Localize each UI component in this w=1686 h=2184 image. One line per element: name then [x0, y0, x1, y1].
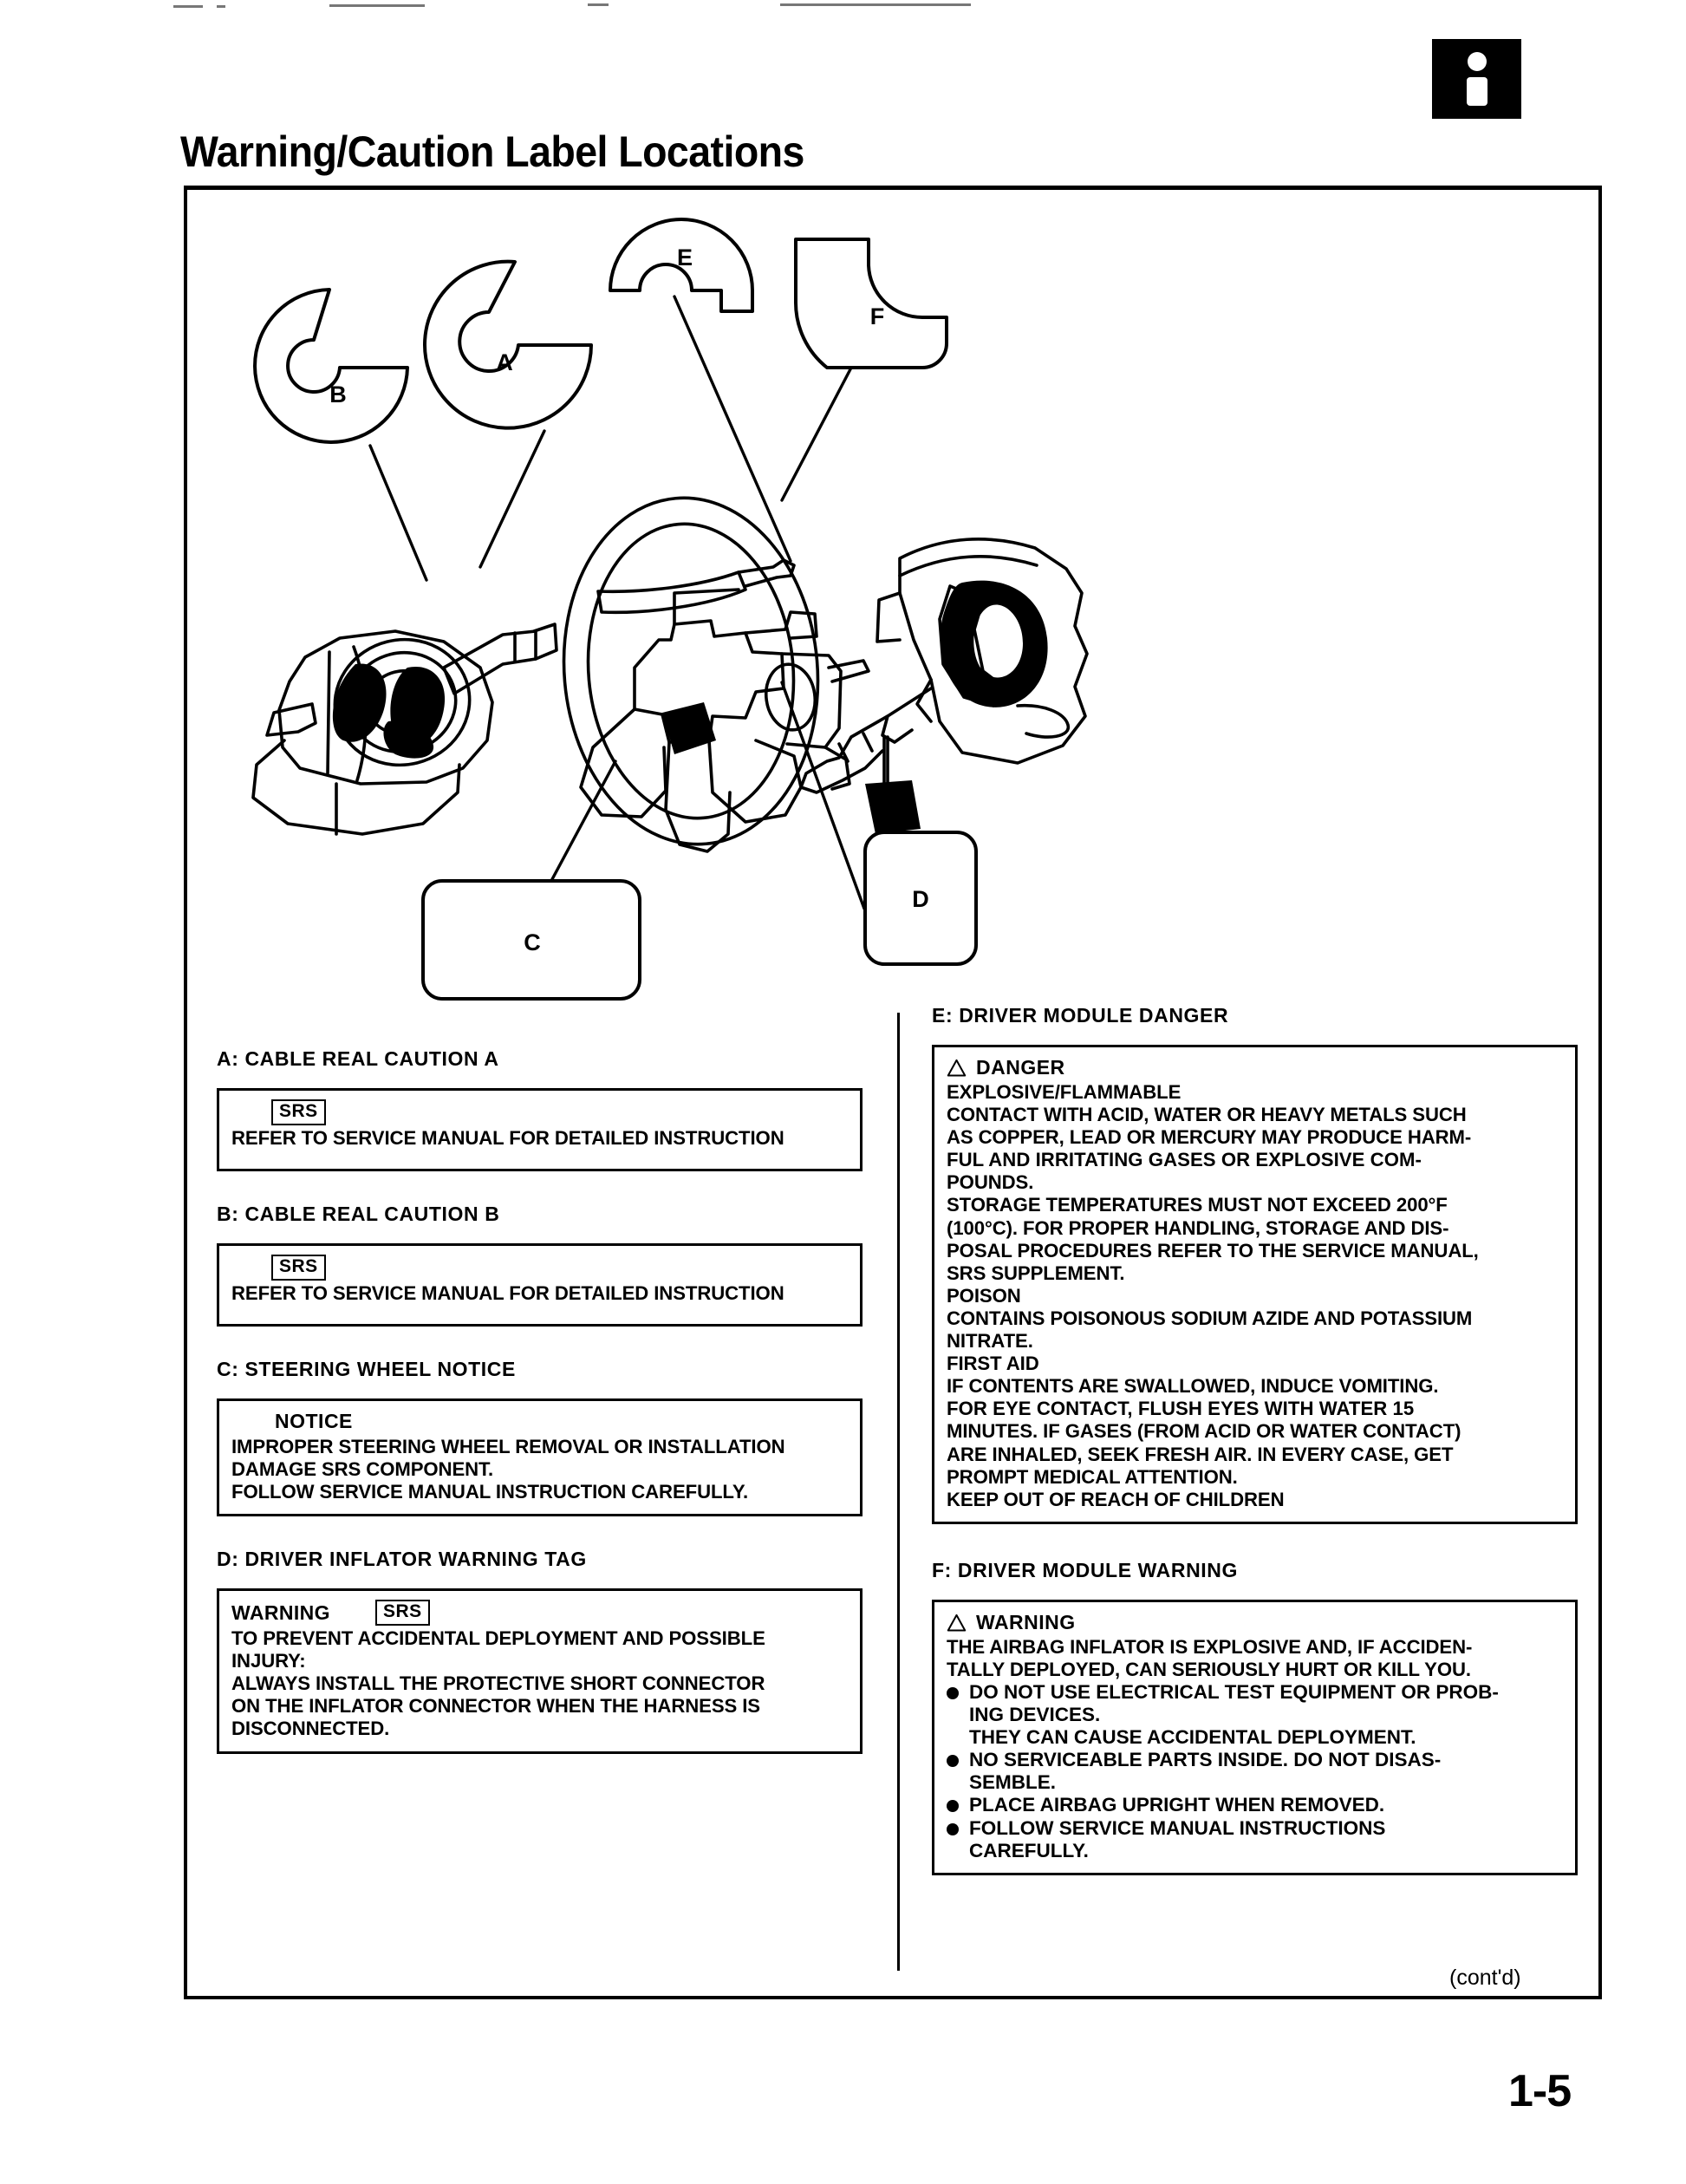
- label-d-heading: WARNING: [231, 1601, 330, 1624]
- label-e-line-17: ARE INHALED, SEEK FRESH AIR. IN EVERY CASE, GET: [947, 1443, 1454, 1465]
- label-f-bullet-1-text: DO NOT USE ELECTRICAL TEST EQUIPMENT OR PROB-: [969, 1680, 1499, 1703]
- section-d-title: D: DRIVER INFLATOR WARNING TAG: [217, 1548, 587, 1571]
- label-e-line-10: POISON: [947, 1284, 1021, 1307]
- label-f-bullet-2: [947, 1749, 1563, 1771]
- label-a-line-1: REFER TO SERVICE MANUAL FOR DETAILED INSTRUCTION: [231, 1126, 784, 1149]
- label-e-line-11: CONTAINS POISONOUS SODIUM AZIDE AND POTASSIUM: [947, 1307, 1473, 1329]
- scan-artifact: [780, 3, 971, 6]
- label-e-line-13: FIRST AID: [947, 1353, 1039, 1375]
- label-f-heading: WARNING: [976, 1610, 1076, 1633]
- label-c-line-2: DAMAGE SRS COMPONENT.: [231, 1458, 494, 1481]
- label-d-line-1: TO PREVENT ACCIDENTAL DEPLOYMENT AND POSSIBLE: [231, 1627, 765, 1650]
- srs-badge: SRS: [271, 1255, 326, 1281]
- bullet-dot-icon: [947, 1800, 959, 1812]
- label-d-line-4: ON THE INFLATOR CONNECTOR WHEN THE HARNESS IS: [231, 1695, 760, 1718]
- label-e-line-4: FUL AND IRRITATING GASES OR EXPLOSIVE COM-: [947, 1149, 1422, 1171]
- scan-artifact: [173, 5, 203, 8]
- label-f-bullet-1-cont-1: ING DEVICES.: [969, 1704, 1101, 1726]
- callout-label-a: A: [496, 349, 513, 375]
- label-b-box: [217, 1243, 863, 1327]
- label-a-srs-row: [231, 1099, 848, 1125]
- label-e-line-14: IF CONTENTS ARE SWALLOWED, INDUCE VOMITING.: [947, 1375, 1439, 1398]
- scan-artifact: [329, 4, 425, 7]
- page-number: 1-5: [1508, 2066, 1572, 2116]
- column-divider: [897, 1013, 900, 1971]
- label-f-bullet-4: [947, 1817, 1563, 1840]
- section-f-title: F: DRIVER MODULE WARNING: [932, 1558, 1238, 1581]
- section-a-title: A: CABLE REAL CAUTION A: [217, 1047, 499, 1070]
- label-e-line-3: AS COPPER, LEAD OR MERCURY MAY PRODUCE HARM-: [947, 1126, 1472, 1149]
- label-a-box: [217, 1088, 863, 1171]
- label-e-line-6: STORAGE TEMPERATURES MUST NOT EXCEED 200°F: [947, 1194, 1448, 1216]
- label-e-line-18: PROMPT MEDICAL ATTENTION.: [947, 1465, 1238, 1488]
- label-f-bullet-4-cont-1: CAREFULLY.: [969, 1839, 1089, 1861]
- section-c: [217, 1358, 863, 1516]
- label-f-bullet-2-text: NO SERVICEABLE PARTS INSIDE. DO NOT DISAS-: [969, 1749, 1442, 1771]
- label-f-bullet-3: [947, 1794, 1563, 1816]
- bullet-dot-icon: [947, 1823, 959, 1835]
- continued-note: (cont'd): [1449, 1966, 1521, 1990]
- callout-label-e: E: [676, 244, 693, 271]
- label-e-line-7: (100°C). FOR PROPER HANDLING, STORAGE AND DIS-: [947, 1216, 1449, 1239]
- bullet-dot-icon: [947, 1755, 959, 1767]
- label-e-line-16: MINUTES. IF GASES (FROM ACID OR WATER CONTACT): [947, 1420, 1461, 1443]
- label-b-line-1: REFER TO SERVICE MANUAL FOR DETAILED INSTRUCTION: [231, 1281, 784, 1304]
- page-title: Warning/Caution Label Locations: [180, 127, 804, 176]
- scan-artifact: [217, 5, 225, 8]
- scan-artifact: [588, 3, 609, 6]
- label-d-heading-row: [231, 1600, 848, 1626]
- section-b-title: B: CABLE REAL CAUTION B: [217, 1203, 500, 1225]
- srs-badge: SRS: [271, 1099, 326, 1125]
- label-f-line-2: TALLY DEPLOYED, CAN SERIOUSLY HURT OR KILL YOU.: [947, 1658, 1471, 1680]
- label-c-heading: NOTICE: [275, 1410, 353, 1432]
- info-icon: [1432, 39, 1521, 119]
- section-e-title: E: DRIVER MODULE DANGER: [932, 1004, 1229, 1027]
- callout-label-f: F: [869, 303, 885, 329]
- label-d-line-5: DISCONNECTED.: [231, 1718, 390, 1740]
- label-f-bullet-1: [947, 1681, 1563, 1704]
- label-e-heading-row: [947, 1056, 1563, 1079]
- label-f-line-1: THE AIRBAG INFLATOR IS EXPLOSIVE AND, IF ACCIDEN-: [947, 1635, 1473, 1658]
- label-e-line-2: CONTACT WITH ACID, WATER OR HEAVY METALS SUCH: [947, 1104, 1467, 1126]
- label-f-bullet-4-text: FOLLOW SERVICE MANUAL INSTRUCTIONS: [969, 1816, 1386, 1839]
- section-a: [217, 1047, 863, 1171]
- section-d: [217, 1548, 863, 1753]
- label-e-line-9: SRS SUPPLEMENT.: [947, 1262, 1125, 1284]
- label-b-srs-row: [231, 1255, 848, 1281]
- label-e-line-5: POUNDS.: [947, 1171, 1034, 1194]
- label-f-bullet-1-cont-2: THEY CAN CAUSE ACCIDENTAL DEPLOYMENT.: [969, 1726, 1416, 1749]
- label-e-line-8: POSAL PROCEDURES REFER TO THE SERVICE MANUAL,: [947, 1239, 1479, 1262]
- label-e-line-1: EXPLOSIVE/FLAMMABLE: [947, 1081, 1182, 1103]
- label-d-line-3: ALWAYS INSTALL THE PROTECTIVE SHORT CONNECTOR: [231, 1672, 765, 1695]
- label-c-line-1: IMPROPER STEERING WHEEL REMOVAL OR INSTALLATION: [231, 1436, 785, 1457]
- warning-triangle-icon: [947, 1059, 967, 1077]
- section-b: [217, 1203, 863, 1327]
- label-e-line-15: FOR EYE CONTACT, FLUSH EYES WITH WATER 15: [947, 1398, 1415, 1420]
- srs-badge: SRS: [375, 1600, 430, 1626]
- label-f-bullet-2-cont-1: SEMBLE.: [969, 1771, 1057, 1794]
- label-e-line-12: NITRATE.: [947, 1330, 1033, 1353]
- warning-triangle-icon: [947, 1614, 967, 1632]
- bullet-dot-icon: [947, 1687, 959, 1699]
- label-d-line-2: INJURY:: [231, 1650, 306, 1672]
- left-label-column: [217, 1047, 863, 1785]
- right-label-column: [932, 1004, 1578, 1907]
- section-e: [932, 1004, 1578, 1524]
- section-c-title: C: STEERING WHEEL NOTICE: [217, 1358, 516, 1380]
- label-f-bullet-3-text: PLACE AIRBAG UPRIGHT WHEN REMOVED.: [969, 1794, 1385, 1816]
- callout-label-c: C: [524, 929, 541, 955]
- label-d-box: [217, 1588, 863, 1753]
- label-c-line-3: FOLLOW SERVICE MANUAL INSTRUCTION CAREFULLY.: [231, 1481, 749, 1503]
- label-e-box: [932, 1045, 1578, 1524]
- label-c-box: [217, 1398, 863, 1516]
- label-e-line-19: KEEP OUT OF REACH OF CHILDREN: [947, 1488, 1285, 1510]
- label-f-box: [932, 1600, 1578, 1875]
- callout-label-b: B: [329, 381, 347, 407]
- info-i-glyph: [1466, 52, 1488, 106]
- section-f: [932, 1559, 1578, 1875]
- label-e-heading: DANGER: [976, 1056, 1065, 1079]
- callout-label-d: D: [912, 886, 929, 912]
- label-f-heading-row: [947, 1611, 1563, 1634]
